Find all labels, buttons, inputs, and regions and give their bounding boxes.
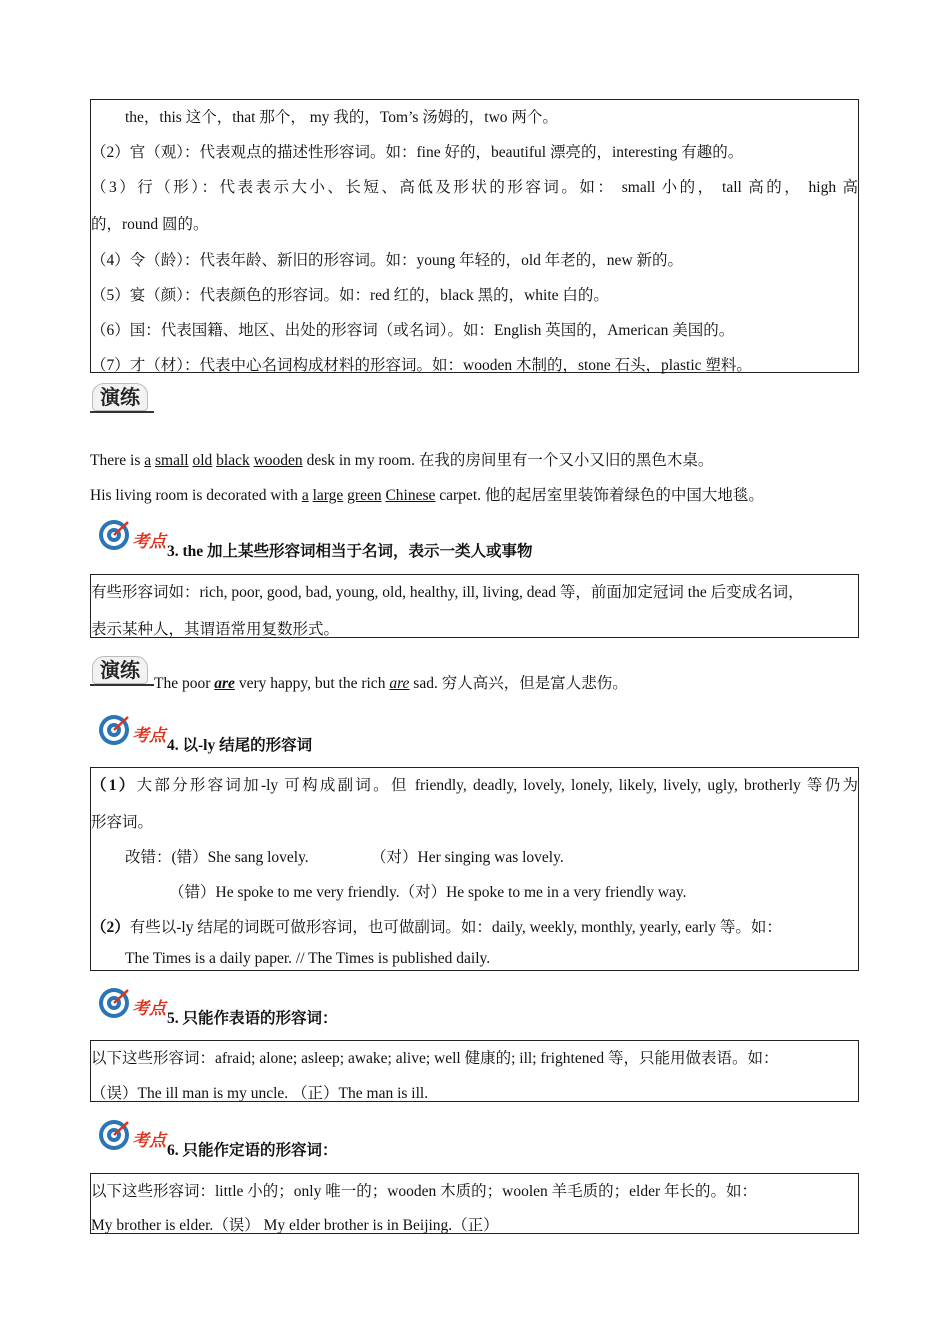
practice-badge: 演练 bbox=[90, 383, 154, 413]
example-sentence-1: There is a small old black wooden desk in my room. 在我的房间里有一个又小又旧的黑色木桌。 bbox=[90, 452, 714, 469]
box5-line1: 以下这些形容词：afraid; alone; asleep; awake; alive; well 健康的; ill; frightened 等，只能用做表语。如： bbox=[91, 1050, 779, 1067]
box1-line4: 的，round 圆的。 bbox=[91, 216, 209, 233]
target-icon bbox=[97, 713, 131, 747]
box1-line6: （5）宴（颜）：代表颜色的形容词。如：red 红的，black 黑的，white 白的。 bbox=[91, 287, 609, 304]
predicative-adjective-box bbox=[90, 1040, 859, 1102]
kaodian-label: 考点 bbox=[132, 532, 166, 552]
heading-3: 3. the 加上某些形容词相当于名词，表示一类人或事物 bbox=[167, 543, 533, 560]
box1-line3: （3）行（形）：代表表示大小、长短、高低及形状的形容词。如： small 小的， tall 高的， high 高 bbox=[91, 179, 858, 196]
practice-badge: 演练 bbox=[90, 656, 154, 686]
heading-4: 4. 以-ly 结尾的形容词 bbox=[167, 737, 313, 754]
box5-line2: （误）The ill man is my uncle. （正）The man is ill. bbox=[91, 1085, 429, 1102]
box6-line2: My brother is elder.（误） My elder brother is in Beijing.（正） bbox=[91, 1217, 499, 1234]
box3-line1: 有些形容词如：rich, poor, good, bad, young, old, healthy, ill, living, dead 等，前面加定冠词 the 后变成名词， bbox=[91, 584, 804, 601]
attributive-adjective-box bbox=[90, 1173, 859, 1234]
heading-6: 6. 只能作定语的形容词： bbox=[167, 1142, 338, 1159]
adjective-order-box bbox=[90, 99, 859, 373]
box4-line5: （2）有些以-ly 结尾的词既可做形容词，也可做副词。如：daily, weekly, monthly, yearly, early 等。如： bbox=[91, 919, 782, 936]
box1-line2: （2）官（观）：代表观点的描述性形容词。如：fine 好的，beautiful 漂亮的，interesting 有趣的。 bbox=[91, 144, 744, 161]
heading-5: 5. 只能作表语的形容词： bbox=[167, 1010, 338, 1027]
box1-line8: （7）才（材）：代表中心名词构成材料的形容词。如：wooden 木制的，stone 石头，plastic 塑料。 bbox=[91, 357, 752, 374]
box1-line5: （4）令（龄）：代表年龄、新旧的形容词。如：young 年轻的，old 年老的，new 新的。 bbox=[91, 252, 684, 269]
box4-line3a: 改错：(错）She sang lovely. bbox=[125, 849, 309, 866]
box1-line1: the，this 这个，that 那个， my 我的，Tom’s 汤姆的，two 两个。 bbox=[125, 109, 558, 126]
example-sentence-2: His living room is decorated with a large green Chinese carpet. 他的起居室里装饰着绿色的中国大地毯。 bbox=[90, 487, 764, 504]
box1-line7: （6）国：代表国籍、地区、出处的形容词（或名词）。如：English 英国的，American 美国的。 bbox=[91, 322, 735, 339]
example-sentence-3: The poor are very happy, but the rich are sad. 穷人高兴，但是富人悲伤。 bbox=[154, 675, 628, 692]
kaodian-label: 考点 bbox=[132, 999, 166, 1019]
kaodian-label: 考点 bbox=[132, 1131, 166, 1151]
box4-line1: （1）大部分形容词加-ly 可构成副词。但 friendly, deadly, lovely, lonely, likely, lively, ugly, brotherly 等仍为 bbox=[91, 777, 858, 794]
box6-line1: 以下这些形容词：little 小的；only 唯一的；wooden 木质的；woolen 羊毛质的；elder 年长的。如： bbox=[91, 1183, 758, 1200]
box4-line3b: （对）Her singing was lovely. bbox=[371, 849, 564, 866]
ly-adjective-box bbox=[90, 767, 859, 971]
kaodian-label: 考点 bbox=[132, 726, 166, 746]
nominal-adjective-box bbox=[90, 574, 859, 638]
target-icon bbox=[97, 518, 131, 552]
box4-line4: （错）He spoke to me very friendly.（对）He spoke to me in a very friendly way. bbox=[169, 884, 687, 901]
target-icon bbox=[97, 1118, 131, 1152]
box3-line2: 表示某种人，其谓语常用复数形式。 bbox=[91, 621, 340, 638]
target-icon bbox=[97, 986, 131, 1020]
box4-line6: The Times is a daily paper. // The Times is published daily. bbox=[125, 950, 491, 967]
box4-line2: 形容词。 bbox=[91, 814, 154, 831]
